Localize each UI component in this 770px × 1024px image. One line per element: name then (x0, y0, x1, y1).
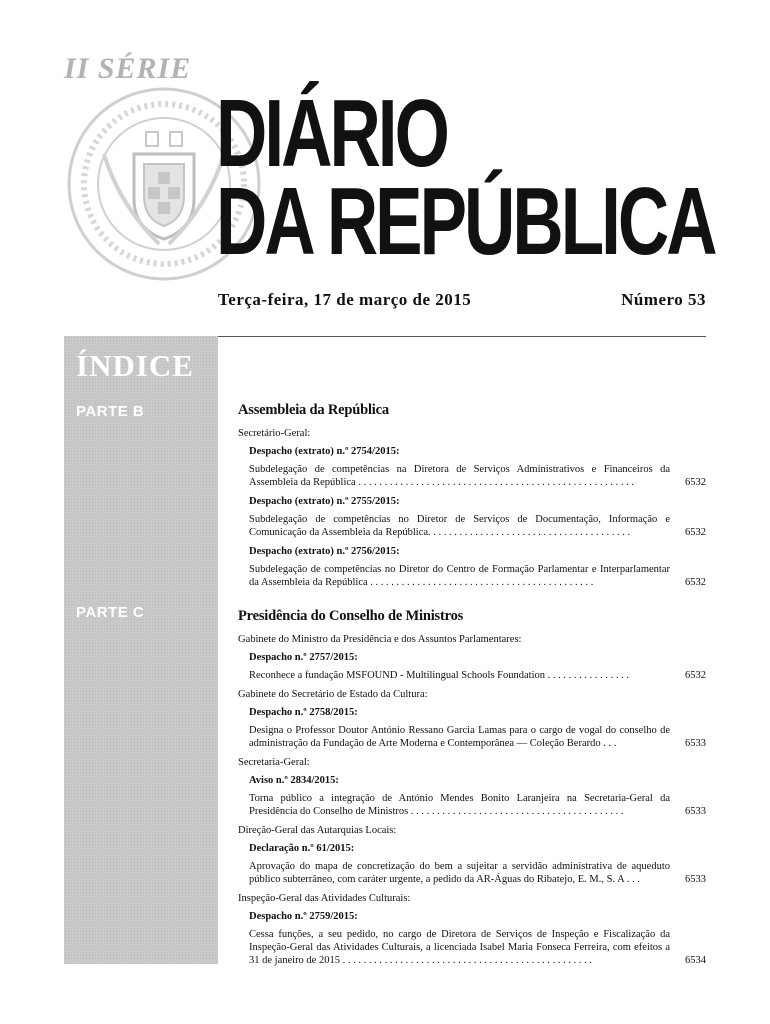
entry-title: Aviso n.º 2834/2015: (249, 775, 339, 786)
masthead-title-line2: DA REPÚBLICA (216, 168, 715, 275)
index-entry (249, 911, 706, 967)
entry-description: Torna público a integração de António Mendes Bonito Laranjeira na Secretaria-Geral da Presidência do Conselho de Ministros . . . . . . . . . . . . . . . . . . . . . . . . . . . . . . . . . . . . . . . . . (249, 793, 670, 817)
section-assembleia (238, 402, 706, 589)
section-presidencia (238, 608, 706, 967)
entry-page: 6532 (685, 527, 706, 538)
entry-description: Cessa funções, a seu pedido, no cargo de Diretora de Serviços de Inspeção e Fiscalização da Inspeção-Geral das Atividades Culturais, a licenciada Isabel Maria Fonseca Ferreira, com efeitos a 31 de janeiro de 2015 . . . . . . . . . . . . . . . . . . . . . . . . . . . . . . . . . . . . . . . . . . . . . . . . (249, 929, 670, 966)
entry-title: Despacho n.º 2759/2015: (249, 911, 358, 922)
org-name: Inspeção-Geral das Atividades Culturais: (238, 893, 411, 904)
entry-title: Despacho n.º 2757/2015: (249, 652, 358, 663)
org-name: Gabinete do Ministro da Presidência e dos Assuntos Parlamentares: (238, 634, 522, 645)
entry-page: 6532 (685, 670, 706, 681)
index-entry (249, 707, 706, 750)
entry-page: 6533 (685, 806, 706, 817)
masthead-title-line1: DIÁRIO (216, 80, 447, 187)
index-title: ÍNDICE (76, 348, 194, 383)
index-entry (249, 775, 706, 818)
dateline (218, 290, 706, 314)
org-name: Secretário-Geral: (238, 428, 311, 439)
entry-description: Subdelegação de competências no Diretor do Centro de Formação Parlamentar e Interparlamentar da Assembleia da República . . . . . . . . . . . . . . . . . . . . . . . . . . . . . . . . . . . . . . . . . . . (249, 564, 670, 588)
org-name: Secretaria-Geral: (238, 757, 310, 768)
entry-description: Subdelegação de competências na Diretora de Serviços Administrativos e Financeiros da Assembleia da República . . . . . . . . . . . . . . . . . . . . . . . . . . . . . . . . . . . . . . . . . . . . . . . . . . . . . (249, 464, 670, 488)
index-content (238, 402, 706, 974)
entry-description: Subdelegação de competências no Diretor de Serviços de Documentação, Informação e Comunicação da Assembleia da República. . . . . . . . . . . . . . . . . . . . . . . . . . . . . . . . . . . . . . . (249, 514, 670, 538)
entry-title: Despacho (extrato) n.º 2755/2015: (249, 496, 400, 507)
entry-page: 6533 (685, 874, 706, 885)
serie-label: II SÉRIE (64, 52, 192, 85)
entry-title: Despacho n.º 2758/2015: (249, 707, 358, 718)
index-entry (249, 843, 706, 886)
index-entry (249, 496, 706, 539)
index-sidebar (64, 336, 218, 964)
entry-title: Despacho (extrato) n.º 2754/2015: (249, 446, 400, 457)
section-title: Assembleia da República (238, 402, 389, 418)
issue-date: Terça-feira, 17 de março de 2015 (218, 290, 472, 309)
entry-title: Despacho (extrato) n.º 2756/2015: (249, 546, 400, 557)
index-entry (249, 546, 706, 589)
entry-page: 6534 (685, 955, 706, 966)
section-title: Presidência do Conselho de Ministros (238, 608, 464, 624)
entry-description: Designa o Professor Doutor António Ressano Garcia Lamas para o cargo de vogal do conselho de administração da Fundação de Arte Moderna e Contemporânea — Coleção Berardo . . . (249, 725, 670, 749)
parte-b-label: PARTE B (76, 403, 145, 420)
entry-page: 6532 (685, 577, 706, 588)
org-name: Gabinete do Secretário de Estado da Cultura: (238, 689, 428, 700)
header-rule (218, 336, 706, 337)
entry-page: 6533 (685, 738, 706, 749)
index-entry (249, 446, 706, 489)
org-name: Direção-Geral das Autarquias Locais: (238, 825, 397, 836)
entry-page: 6532 (685, 477, 706, 488)
entry-description: Reconhece a fundação MSFOUND - Multilingual Schools Foundation . . . . . . . . . . . . . . . . (249, 670, 629, 681)
index-entry (249, 652, 706, 682)
entry-title: Declaração n.º 61/2015: (249, 843, 355, 854)
issue-number: Número 53 (621, 290, 706, 309)
parte-c-label: PARTE C (76, 604, 145, 621)
entry-description: Aprovação do mapa de concretização do bem a sujeitar a servidão administrativa de aqueduto público subterrâneo, com caráter urgente, a pedido da AR-Águas do Ribatejo, E. M., S. A . . . (249, 861, 670, 885)
